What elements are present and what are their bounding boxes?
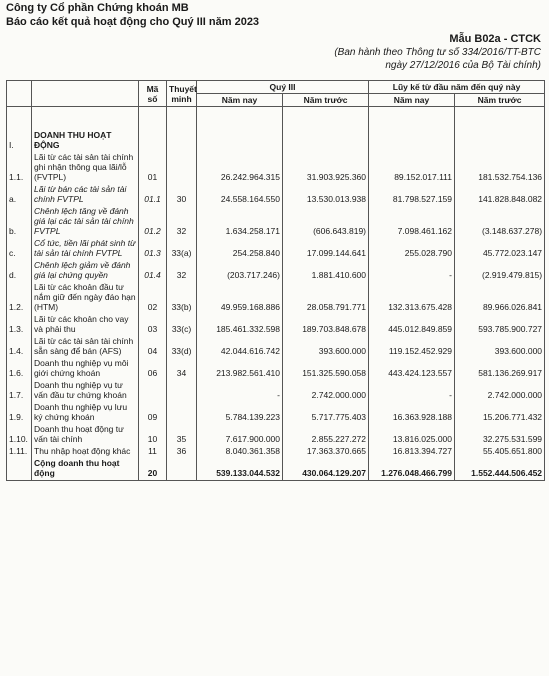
cell-code: [139, 129, 167, 151]
header-note: Thuyết minh: [167, 81, 197, 107]
cell-code: 09: [139, 401, 167, 423]
cell-q-cur: 7.617.900.000: [197, 423, 283, 445]
cell-q-cur: 42.044.616.742: [197, 335, 283, 357]
cell-name: Cộng doanh thu hoạt động: [32, 457, 139, 480]
report-title: Báo cáo kết quả hoạt động cho Quý III năm 2023: [6, 16, 260, 28]
cell-y-cur: 81.798.527.159: [369, 183, 455, 205]
cell-q-prev: 393.600.000: [283, 335, 369, 357]
cell-q-prev: 189.703.848.678: [283, 313, 369, 335]
table-row: [7, 379, 545, 401]
cell-y-prev: 2.742.000.000: [455, 379, 545, 401]
cell-note: [167, 401, 197, 423]
cell-name: Chênh lệch tăng về đánh giá lại các tài sản tài chính FVTPL: [32, 205, 139, 237]
cell-idx: b.: [7, 205, 32, 237]
cell-idx: 1.11.: [7, 445, 32, 457]
table-row: [7, 151, 545, 183]
cell-q-prev: 430.064.129.207: [283, 457, 369, 480]
cell-y-prev: 393.600.000: [455, 335, 545, 357]
cell-name: Chênh lệch giảm về đánh giá lại chứng quyền: [32, 259, 139, 281]
table-row: [7, 423, 545, 445]
cell-note: 36: [167, 445, 197, 457]
cell-note: 30: [167, 183, 197, 205]
cell-code: 11: [139, 445, 167, 457]
cell-q-prev: 5.717.775.403: [283, 401, 369, 423]
cell-y-cur: [369, 129, 455, 151]
cell-code: 10: [139, 423, 167, 445]
cell-q-prev: 31.903.925.360: [283, 151, 369, 183]
cell-idx: 1.9.: [7, 401, 32, 423]
cell-note: 32: [167, 259, 197, 281]
cell-idx: c.: [7, 237, 32, 259]
cell-q-prev: 13.530.013.938: [283, 183, 369, 205]
cell-y-prev: 89.966.026.841: [455, 281, 545, 313]
cell-name: Doanh thu nghiệp vụ tư vấn đầu tư chứng khoán: [32, 379, 139, 401]
cell-y-cur: 16.363.928.188: [369, 401, 455, 423]
cell-q-cur: -: [197, 379, 283, 401]
cell-q-prev: 151.325.590.058: [283, 357, 369, 379]
header-y-this-year: Năm nay: [369, 94, 455, 107]
cell-name: Doanh thu nghiệp vụ lưu ký chứng khoán: [32, 401, 139, 423]
cell-q-prev: 2.742.000.000: [283, 379, 369, 401]
cell-q-cur: 539.133.044.532: [197, 457, 283, 480]
cell-note: [167, 129, 197, 151]
header-ytd: Lũy kế từ đầu năm đến quý này: [369, 81, 545, 94]
table-row: [7, 183, 545, 205]
cell-y-prev: 141.828.848.082: [455, 183, 545, 205]
cell-q-prev: 17.363.370.665: [283, 445, 369, 457]
cell-y-prev: 593.785.900.727: [455, 313, 545, 335]
company-name: Công ty Cổ phần Chứng khoán MB: [6, 2, 189, 14]
cell-name: Cổ tức, tiền lãi phát sinh từ tài sản tài chính FVTPL: [32, 237, 139, 259]
cell-code: 20: [139, 457, 167, 480]
header-q-last-year: Năm trước: [283, 94, 369, 107]
cell-q-prev: 1.881.410.600: [283, 259, 369, 281]
cell-name: DOANH THU HOẠT ĐỘNG: [32, 129, 139, 151]
cell-y-prev: 45.772.023.147: [455, 237, 545, 259]
cell-y-cur: 132.313.675.428: [369, 281, 455, 313]
table-row: [7, 357, 545, 379]
cell-y-cur: 1.276.048.466.799: [369, 457, 455, 480]
cell-y-cur: 13.816.025.000: [369, 423, 455, 445]
cell-q-prev: 2.855.227.272: [283, 423, 369, 445]
cell-idx: 1.6.: [7, 357, 32, 379]
cell-idx: 1.3.: [7, 313, 32, 335]
cell-y-cur: 89.152.017.111: [369, 151, 455, 183]
cell-note: [167, 457, 197, 480]
table-row: [7, 237, 545, 259]
cell-q-cur: 213.982.561.410: [197, 357, 283, 379]
cell-idx: 1.10.: [7, 423, 32, 445]
cell-y-cur: 16.813.394.727: [369, 445, 455, 457]
cell-code: 02: [139, 281, 167, 313]
cell-q-cur: 5.784.139.223: [197, 401, 283, 423]
cell-q-prev: 17.099.144.641: [283, 237, 369, 259]
cell-name: Lãi từ các khoản cho vay và phải thu: [32, 313, 139, 335]
cell-q-cur: (203.717.246): [197, 259, 283, 281]
table-row: [7, 281, 545, 313]
cell-y-cur: -: [369, 379, 455, 401]
table-row: [7, 457, 545, 480]
cell-name: Doanh thu hoạt động tư vấn tài chính: [32, 423, 139, 445]
cell-q-cur: 49.959.168.886: [197, 281, 283, 313]
header-y-last-year: Năm trước: [455, 94, 545, 107]
cell-idx: 1.4.: [7, 335, 32, 357]
cell-name: Lãi từ bán các tài sản tài chính FVTPL: [32, 183, 139, 205]
cell-q-cur: 185.461.332.598: [197, 313, 283, 335]
cell-q-cur: 254.258.840: [197, 237, 283, 259]
cell-q-cur: 8.040.361.358: [197, 445, 283, 457]
header-code: Mã số: [139, 81, 167, 107]
cell-q-cur: 26.242.964.315: [197, 151, 283, 183]
form-note-2: ngày 27/12/2016 của Bộ Tài chính): [385, 60, 541, 71]
table-row: [7, 401, 545, 423]
cell-code: 04: [139, 335, 167, 357]
cell-y-prev: (2.919.479.815): [455, 259, 545, 281]
cell-q-cur: [197, 129, 283, 151]
table-row: [7, 335, 545, 357]
cell-y-prev: 581.136.269.917: [455, 357, 545, 379]
cell-code: 06: [139, 357, 167, 379]
cell-y-cur: 7.098.461.162: [369, 205, 455, 237]
cell-q-prev: [283, 129, 369, 151]
cell-note: 33(c): [167, 313, 197, 335]
cell-note: [167, 151, 197, 183]
cell-idx: d.: [7, 259, 32, 281]
cell-name: Lãi từ các tài sản tài chính sẵn sàng để bán (AFS): [32, 335, 139, 357]
cell-code: 01.4: [139, 259, 167, 281]
cell-y-prev: 181.532.754.136: [455, 151, 545, 183]
table-header: [7, 81, 545, 107]
cell-q-cur: 1.634.258.171: [197, 205, 283, 237]
cell-note: 33(b): [167, 281, 197, 313]
table-row: [7, 205, 545, 237]
cell-y-cur: -: [369, 259, 455, 281]
cell-y-prev: 1.552.444.506.452: [455, 457, 545, 480]
cell-code: 03: [139, 313, 167, 335]
cell-note: [167, 379, 197, 401]
cell-y-cur: 443.424.123.557: [369, 357, 455, 379]
cell-q-cur: 24.558.164.550: [197, 183, 283, 205]
income-statement-table: [6, 80, 545, 481]
cell-y-prev: [455, 129, 545, 151]
cell-name: Doanh thu nghiệp vụ môi giới chứng khoán: [32, 357, 139, 379]
table-row: [7, 259, 545, 281]
cell-code: 01.1: [139, 183, 167, 205]
cell-y-prev: 32.275.531.599: [455, 423, 545, 445]
cell-code: 01.3: [139, 237, 167, 259]
cell-y-cur: 445.012.849.859: [369, 313, 455, 335]
cell-note: 35: [167, 423, 197, 445]
cell-y-prev: 55.405.651.800: [455, 445, 545, 457]
cell-idx: 1.2.: [7, 281, 32, 313]
cell-y-cur: 119.152.452.929: [369, 335, 455, 357]
cell-code: [139, 379, 167, 401]
cell-code: 01: [139, 151, 167, 183]
cell-name: Lãi từ các tài sản tài chính ghi nhận thông qua lãi/lỗ (FVTPL): [32, 151, 139, 183]
cell-code: 01.2: [139, 205, 167, 237]
cell-name: Lãi từ các khoản đầu tư nắm giữ đến ngày đáo hạn (HTM): [32, 281, 139, 313]
cell-idx: a.: [7, 183, 32, 205]
cell-q-prev: (606.643.819): [283, 205, 369, 237]
cell-y-cur: 255.028.790: [369, 237, 455, 259]
form-code: Mẫu B02a - CTCK: [449, 33, 541, 45]
header-quarter: Quý III: [197, 81, 369, 94]
cell-idx: 1.7.: [7, 379, 32, 401]
cell-name: Thu nhập hoạt động khác: [32, 445, 139, 457]
cell-note: 33(d): [167, 335, 197, 357]
cell-y-prev: 15.206.771.432: [455, 401, 545, 423]
table-body: [7, 107, 545, 481]
cell-note: 32: [167, 205, 197, 237]
cell-idx: [7, 457, 32, 480]
spacer-row: [7, 107, 545, 130]
cell-y-prev: (3.148.637.278): [455, 205, 545, 237]
table-row: [7, 445, 545, 457]
cell-note: 34: [167, 357, 197, 379]
header-q-this-year: Năm nay: [197, 94, 283, 107]
cell-idx: I.: [7, 129, 32, 151]
cell-q-prev: 28.058.791.771: [283, 281, 369, 313]
table-row: [7, 313, 545, 335]
table-row: [7, 129, 545, 151]
form-note-1: (Ban hành theo Thông tư số 334/2016/TT-BTC: [334, 47, 541, 58]
cell-idx: 1.1.: [7, 151, 32, 183]
cell-note: 33(a): [167, 237, 197, 259]
